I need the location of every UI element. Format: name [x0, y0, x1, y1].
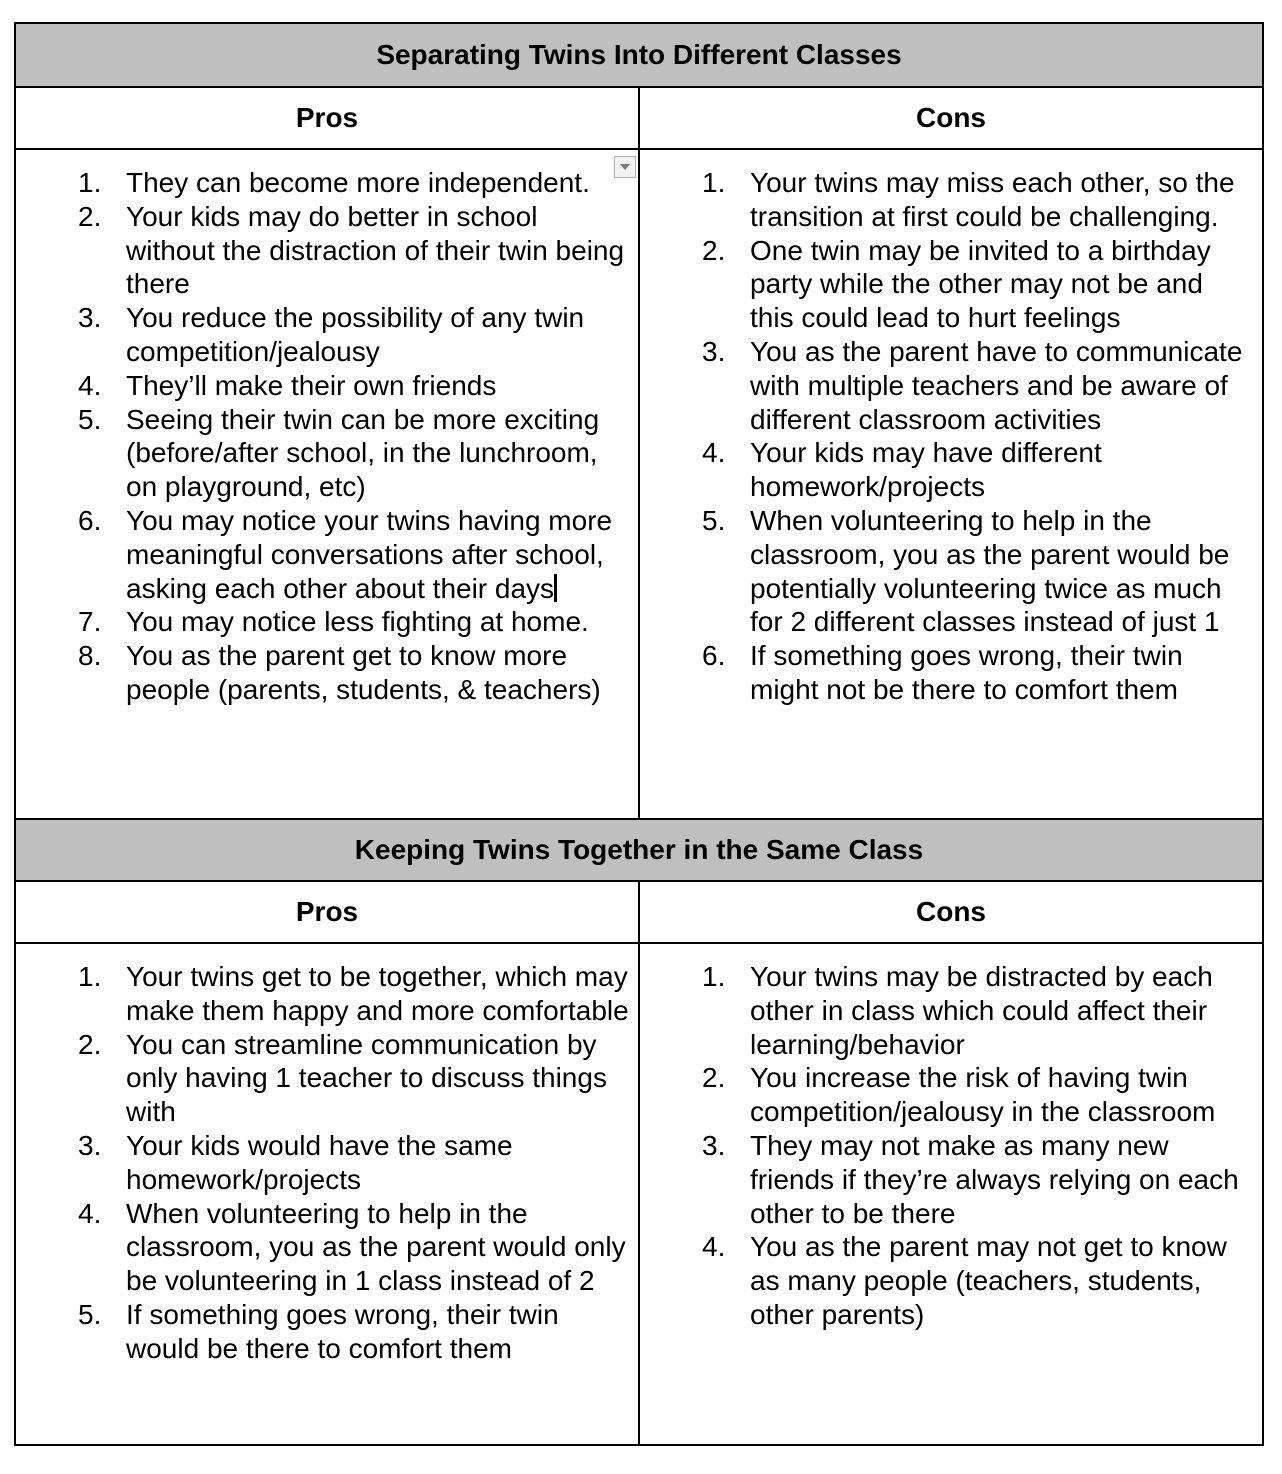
section-2-body-row: [16, 944, 1262, 1444]
cons-cell[interactable]: [640, 150, 1262, 818]
pros-cell[interactable]: [16, 944, 640, 1444]
comparison-table: [14, 22, 1264, 1446]
list-item: 4. Your kids may have different homework/projects: [702, 437, 1102, 503]
list-item: 2. One twin may be invited to a birthday party while the other may not be and this could lead to hurt feelings: [702, 234, 1211, 334]
text-cursor: [554, 574, 557, 602]
list-item: 3. They may not make as many new friends if they’re always relying on each other to be there: [702, 1129, 1239, 1229]
section-title-keeping: Keeping Twins Together in the Same Class: [16, 818, 1262, 882]
list-item: 6. If something goes wrong, their twin might not be there to comfort them: [702, 640, 1183, 705]
pros-header: Pros: [16, 88, 640, 150]
list-item: 4. They’ll make their own friends: [78, 369, 497, 401]
list-item: 1. Your twins may be distracted by each other in class which could affect their learning/behavior: [702, 961, 1213, 1060]
list-item: 2. Your kids may do better in school without the distraction of their twin being there: [78, 200, 625, 300]
list-item: 4. When volunteering to help in the classroom, you as the parent would only be volunteering in 1 class instead of 2: [78, 1197, 626, 1297]
list-item: 5. When volunteering to help in the classroom, you as the parent would be potentially volunteering twice as much for 2 different classes instead of just 1: [702, 504, 1230, 638]
cons-list: [640, 960, 1262, 1332]
pros-list: [16, 960, 638, 1366]
cons-header: Cons: [640, 88, 1262, 150]
cons-cell[interactable]: [640, 944, 1262, 1444]
cons-header: Cons: [640, 882, 1262, 944]
cons-list: [640, 166, 1262, 707]
list-item: 4. You as the parent may not get to know as many people (teachers, students, other parents): [702, 1231, 1227, 1330]
list-item: 8. You as the parent get to know more people (parents, students, & teachers): [78, 640, 601, 705]
list-item: 2. You can streamline communication by only having 1 teacher to discuss things with: [78, 1028, 607, 1128]
section-1-body-row: [16, 150, 1262, 818]
list-item: 7. You may notice less fighting at home.: [78, 606, 589, 638]
section-title-separating: Separating Twins Into Different Classes: [16, 24, 1262, 88]
list-item: 2. You increase the risk of having twin competition/jealousy in the classroom: [702, 1062, 1216, 1128]
list-item: 1. They can become more independent.: [78, 167, 590, 198]
list-item: 6. You may notice your twins having more meaningful conversations after school, asking each other about their days: [78, 504, 613, 604]
list-item: 3. Your kids would have the same homework/projects: [78, 1129, 513, 1195]
pros-list: [16, 166, 638, 707]
pros-header: Pros: [16, 882, 640, 944]
pros-cell[interactable]: [16, 150, 640, 818]
section-2-header-row: [16, 882, 1262, 944]
section-1-header-row: [16, 88, 1262, 150]
list-item: 1. Your twins get to be together, which may make them happy and more comfortable: [78, 961, 629, 1026]
list-item: 5. If something goes wrong, their twin would be there to comfort them: [78, 1298, 559, 1364]
list-item: 1. Your twins may miss each other, so the transition at first could be challenging.: [702, 167, 1235, 232]
list-item: 5. Seeing their twin can be more exciting (before/after school, in the lunchroom, on playground, etc): [78, 403, 600, 503]
list-item: 3. You reduce the possibility of any twin competition/jealousy: [78, 302, 585, 367]
list-item: 3. You as the parent have to communicate with multiple teachers and be aware of different classroom activities: [702, 335, 1243, 435]
